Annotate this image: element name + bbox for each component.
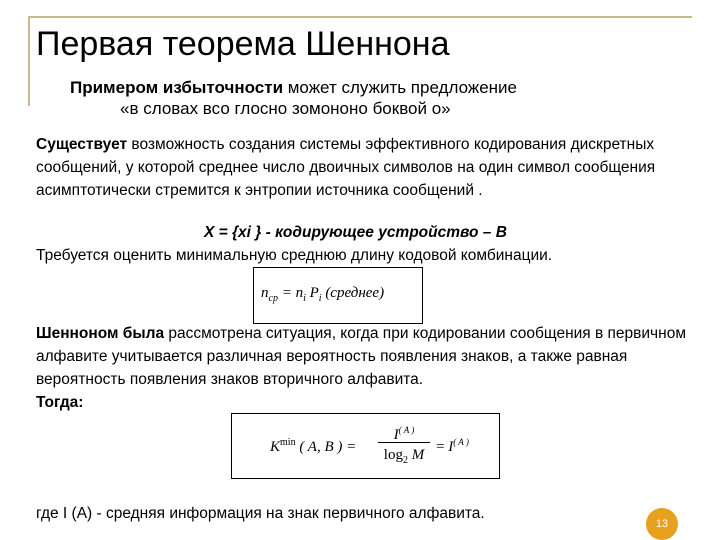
f1-lhs: n bbox=[261, 285, 269, 301]
formula-average-length bbox=[253, 267, 423, 324]
f2-log: log bbox=[383, 447, 403, 463]
para2-then: Тогда: bbox=[36, 394, 84, 411]
left-rule bbox=[28, 16, 30, 106]
slide-title: Первая теорема Шеннона bbox=[36, 25, 450, 63]
f2-k-sup: min bbox=[280, 437, 296, 448]
paragraph-shannon bbox=[36, 322, 712, 414]
f1-p-sub: i bbox=[318, 293, 322, 304]
para1-rest: возможность создания системы эффективного кодирования дискретных сообщений, у которой среднее число двоичных символов на один символ сообщения асимптотически стремится к энтропии источника сообщений . bbox=[36, 136, 656, 199]
intro-bold: Примером избыточности bbox=[70, 78, 284, 97]
f1-tail: (среднее) bbox=[321, 285, 385, 301]
f1-p: P bbox=[305, 285, 319, 301]
page-number-badge: 13 bbox=[646, 508, 678, 540]
coder-line: X = {xi } - кодирующее устройство – B bbox=[204, 224, 507, 241]
f2-rhs bbox=[436, 437, 469, 456]
paragraph-existence bbox=[36, 133, 712, 202]
para2-rest: рассмотрена ситуация, когда при кодировании сообщения в первичном алфавите учитывается различная вероятность появления знаков, а также равная вероятность появления знаков вторичного алфавита. bbox=[36, 325, 686, 388]
formula-min-length bbox=[231, 413, 500, 479]
f2-lhs bbox=[270, 437, 356, 456]
para1-bold: Существует bbox=[36, 136, 128, 153]
f2-fraction bbox=[378, 420, 430, 465]
requirement-line: Требуется оценить минимальную среднюю длину кодовой комбинации. bbox=[36, 247, 553, 264]
f2-num-sup: ( A ) bbox=[398, 425, 415, 435]
formula1-expression bbox=[261, 285, 384, 304]
f2-m: M bbox=[407, 447, 425, 463]
f1-lhs-sub: ср bbox=[268, 293, 278, 304]
f2-args: ( A, B ) = bbox=[295, 439, 357, 455]
intro-rest: может служить предложение bbox=[283, 78, 518, 97]
f2-eq: = bbox=[436, 439, 449, 455]
f2-numerator bbox=[378, 420, 430, 443]
intro-line bbox=[70, 78, 517, 98]
para2-bold: Шенноном была bbox=[36, 325, 165, 342]
f2-num: I bbox=[393, 427, 399, 443]
footnote: где I (A) - средняя информация на знак первичного алфавита. bbox=[36, 505, 485, 522]
f1-eq: = bbox=[277, 285, 296, 301]
f1-n: n bbox=[295, 285, 304, 301]
f2-k: K bbox=[270, 439, 281, 455]
f2-log-base: 2 bbox=[402, 455, 408, 466]
f2-fraction-bar bbox=[378, 442, 430, 443]
f2-rhs-sup: ( A ) bbox=[453, 437, 469, 447]
intro-quote: «в словах всо глосно зомононо боквой о» bbox=[120, 99, 451, 118]
f2-denominator bbox=[378, 445, 430, 465]
f1-n-sub: i bbox=[303, 293, 306, 304]
top-rule bbox=[28, 16, 692, 18]
f2-rhs-i: I bbox=[448, 439, 454, 455]
